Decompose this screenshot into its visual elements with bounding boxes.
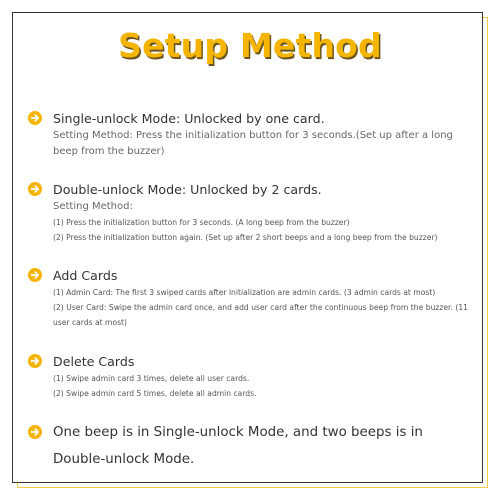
page-title: Setup Method bbox=[118, 26, 382, 65]
step-line: (1) Swipe admin card 3 times, delete all user cards. bbox=[53, 374, 250, 383]
section-beep-note bbox=[28, 419, 468, 473]
section-delete-cards bbox=[28, 352, 468, 401]
step-line: (2) Press the initialization button again. (Set up after 2 short beeps and a long beep from the buzzer) bbox=[53, 233, 438, 242]
arrow-right-circle-icon bbox=[28, 268, 42, 282]
step-line: (1) Admin Card: The first 3 swiped cards after initialization are admin cards. (3 admin cards at most) bbox=[53, 288, 436, 297]
arrow-right-circle-icon bbox=[28, 425, 42, 439]
step-line: (2) Swipe admin card 5 times, delete all admin cards. bbox=[53, 389, 257, 398]
section-double-unlock bbox=[28, 180, 468, 245]
section-single-unlock bbox=[28, 109, 468, 160]
step-line: (2) User Card: Swipe the admin card once, and add user card after the continuous beep from the buzzer. (11 user cards at most) bbox=[53, 303, 468, 327]
section-heading: Double-unlock Mode: Unlocked by 2 cards. bbox=[53, 182, 322, 197]
section-subtext: Setting Method: Press the initialization button for 3 seconds.(Set up after a long beep from the buzzer) bbox=[53, 130, 453, 157]
section-heading: Delete Cards bbox=[53, 354, 135, 369]
section-subtext: Setting Method: bbox=[53, 201, 133, 212]
section-heading: Single-unlock Mode: Unlocked by one card. bbox=[53, 111, 325, 126]
arrow-right-circle-icon bbox=[28, 111, 42, 125]
content-frame bbox=[12, 12, 483, 483]
step-line: (1) Press the initialization button for 3 seconds. (A long beep from the buzzer) bbox=[53, 218, 350, 227]
section-heading: One beep is in Single-unlock Mode, and two beeps is in Double-unlock Mode. bbox=[53, 425, 423, 467]
section-add-cards bbox=[28, 266, 468, 330]
section-heading: Add Cards bbox=[53, 268, 118, 283]
arrow-right-circle-icon bbox=[28, 354, 42, 368]
arrow-right-circle-icon bbox=[28, 182, 42, 196]
